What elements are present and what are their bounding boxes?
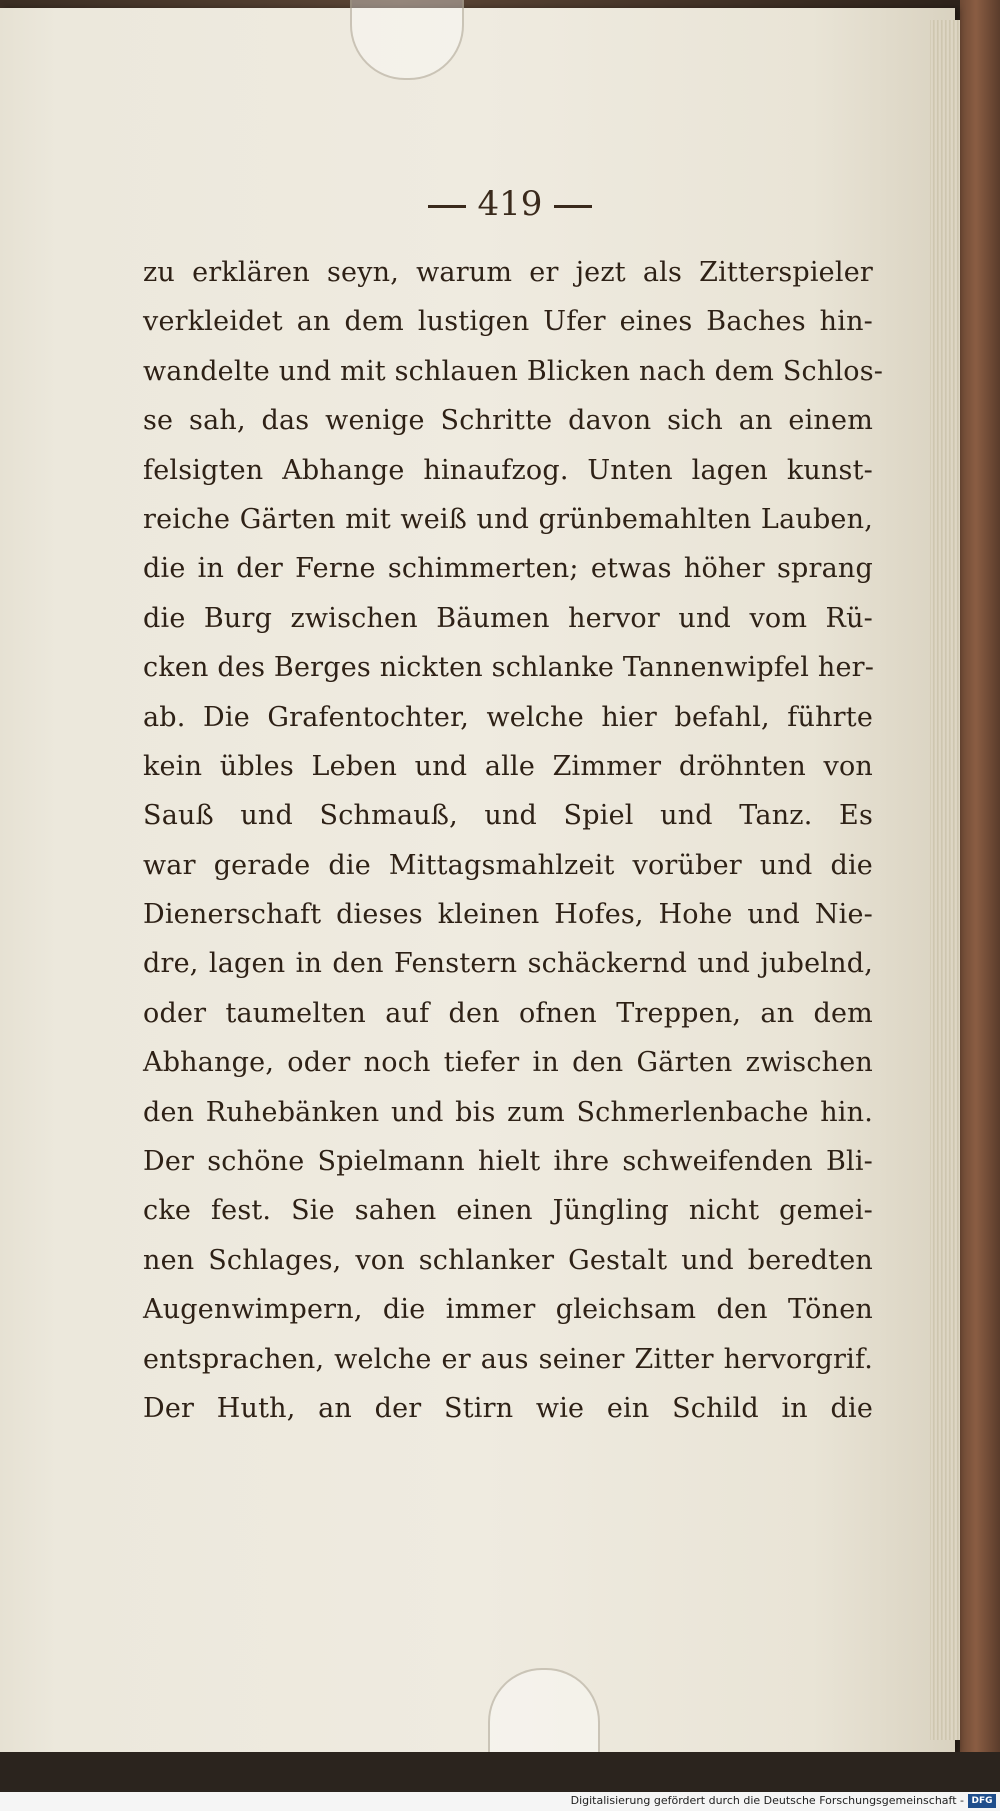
page-text <box>143 248 884 1433</box>
scan-bottom-band <box>0 1752 1000 1792</box>
text-line: ab. Die Grafentochter, welche hier befahl, führte <box>143 701 873 733</box>
dfg-logo: DFG <box>968 1794 996 1808</box>
text-line: nen Schlages, von schlanker Gestalt und beredten <box>143 1244 873 1276</box>
text-line: entsprachen, welche er aus seiner Zitter hervorgrif. <box>143 1343 873 1375</box>
page-number-value: 419 <box>477 184 543 224</box>
text-line: felsigten Abhange hinaufzog. Unten lagen kunst- <box>143 454 873 486</box>
text-line: zu erklären seyn, warum er jezt als Zitterspieler <box>143 257 873 288</box>
text-line: war gerade die Mittagsmahlzeit vorüber und die <box>143 849 873 881</box>
credit-bar <box>0 1792 1000 1811</box>
text-line: wandelte und mit schlauen Blicken nach dem Schlos- <box>143 355 884 387</box>
text-line: dre, lagen in den Fenstern schäckernd und jubelnd, <box>143 948 873 980</box>
text-line: Dienerschaft dieses kleinen Hofes, Hohe und Nie- <box>143 899 873 931</box>
text-line: Augenwimpern, die immer gleichsam den Tönen <box>143 1294 873 1326</box>
page-number-dash-right <box>554 205 592 208</box>
page-number <box>380 184 640 224</box>
text-line: reiche Gärten mit weiß und grünbemahlten Lauben, <box>143 503 873 535</box>
text-line: den Ruhebänken und bis zum Schmerlenbache hin. <box>143 1096 873 1128</box>
text-line: die Burg zwischen Bäumen hervor und vom Rü- <box>143 602 873 634</box>
text-line: cke fest. Sie sahen einen Jüngling nicht gemei- <box>143 1195 873 1227</box>
text-line: Der Huth, an der Stirn wie ein Schild in die <box>143 1392 873 1424</box>
text-line: Der schöne Spielmann hielt ihre schweifenden Bli- <box>143 1146 873 1178</box>
text-line: se sah, das wenige Schritte davon sich an einem <box>143 405 873 437</box>
text-line: cken des Berges nickten schlanke Tannenwipfel her- <box>143 652 875 684</box>
page-number-dash-left <box>428 205 466 208</box>
digitization-credit: Digitalisierung gefördert durch die Deutsche Forschungsgemeinschaft - <box>570 1794 964 1807</box>
text-line: kein übles Leben und alle Zimmer dröhnten von <box>143 750 873 782</box>
page-edges <box>930 20 960 1740</box>
text-line: oder taumelten auf den ofnen Treppen, an dem <box>143 997 873 1029</box>
text-line: verkleidet an dem lustigen Ufer eines Baches hin- <box>143 306 873 338</box>
book-spine <box>960 0 1000 1760</box>
text-line: die in der Ferne schimmerten; etwas höher sprang <box>143 553 873 585</box>
text-line: Sauß und Schmauß, und Spiel und Tanz. Es <box>143 800 873 832</box>
text-line: Abhange, oder noch tiefer in den Gärten zwischen <box>143 1047 873 1079</box>
